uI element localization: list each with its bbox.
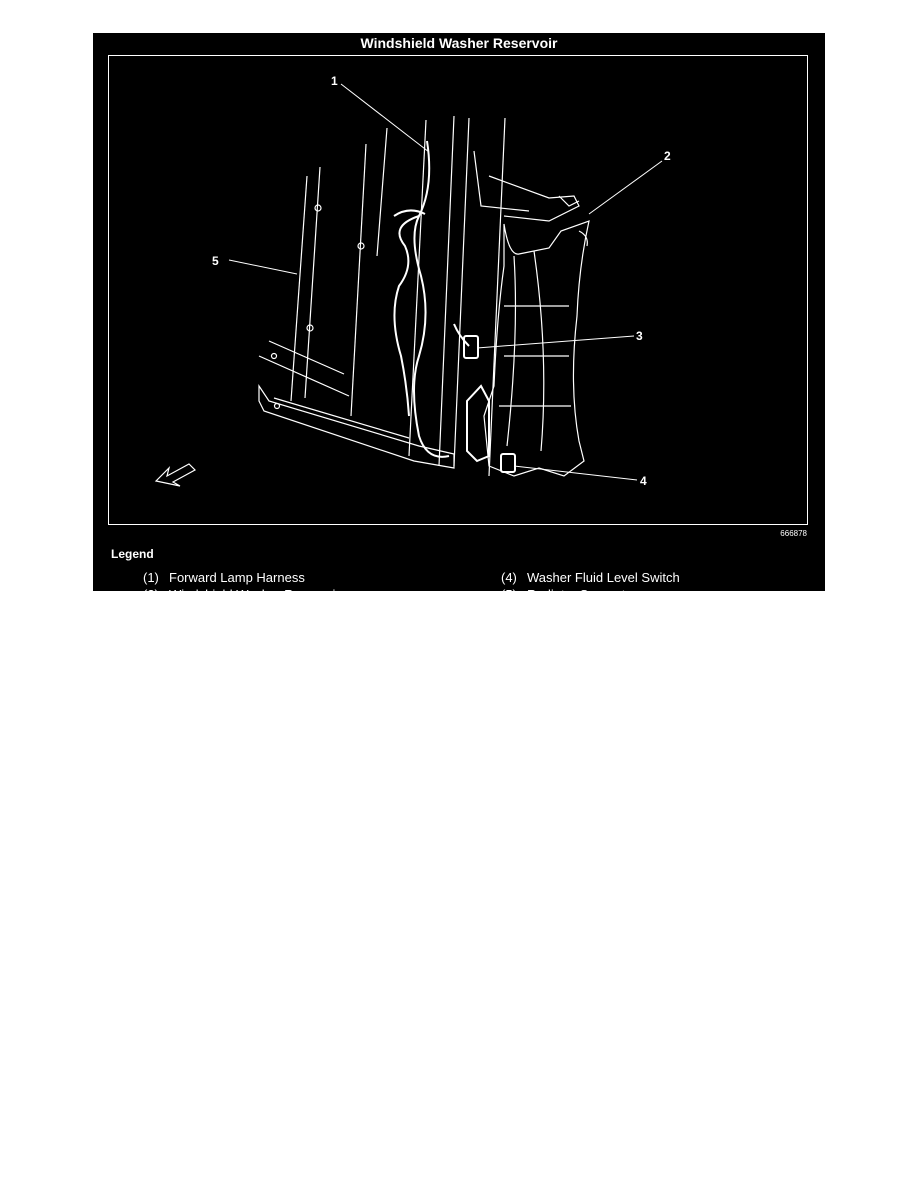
legend-item-number: (3): [143, 604, 159, 619]
reservoir-illustration: [109, 56, 806, 523]
legend-item-label: Radiator Support: [527, 587, 626, 602]
figure-id: 666878: [780, 529, 807, 538]
legend-item-label: Washer Fluid Level Switch: [527, 570, 680, 585]
legend-item-label: Windshield Washer Fluid Pump Connector: [169, 604, 414, 619]
legend-item-3: [143, 604, 413, 619]
figure-title: Windshield Washer Reservoir: [360, 35, 558, 51]
diagram-figure: [93, 33, 825, 619]
legend-item-5: [501, 587, 625, 602]
callout-4: 4: [640, 474, 647, 488]
illustration-frame: [108, 55, 808, 525]
legend-item-number: (4): [501, 570, 517, 585]
legend-item-number: (5): [501, 587, 517, 602]
radiator-support-drawing: [291, 116, 505, 476]
callout-5: 5: [212, 254, 219, 268]
legend-item-4: [501, 570, 680, 585]
legend-item-1: [143, 570, 305, 585]
callout-1: 1: [331, 74, 338, 88]
legend-item-2: [143, 587, 340, 602]
legend-item-label: Windshield Washer Reservoir: [169, 587, 340, 602]
callout-2: 2: [664, 149, 671, 163]
legend-heading: Legend: [111, 547, 154, 561]
callout-3: 3: [636, 329, 643, 343]
forward-arrow-icon: [156, 464, 195, 486]
legend-item-number: (2): [143, 587, 159, 602]
legend-item-number: (1): [143, 570, 159, 585]
legend-item-label: Forward Lamp Harness: [169, 570, 305, 585]
